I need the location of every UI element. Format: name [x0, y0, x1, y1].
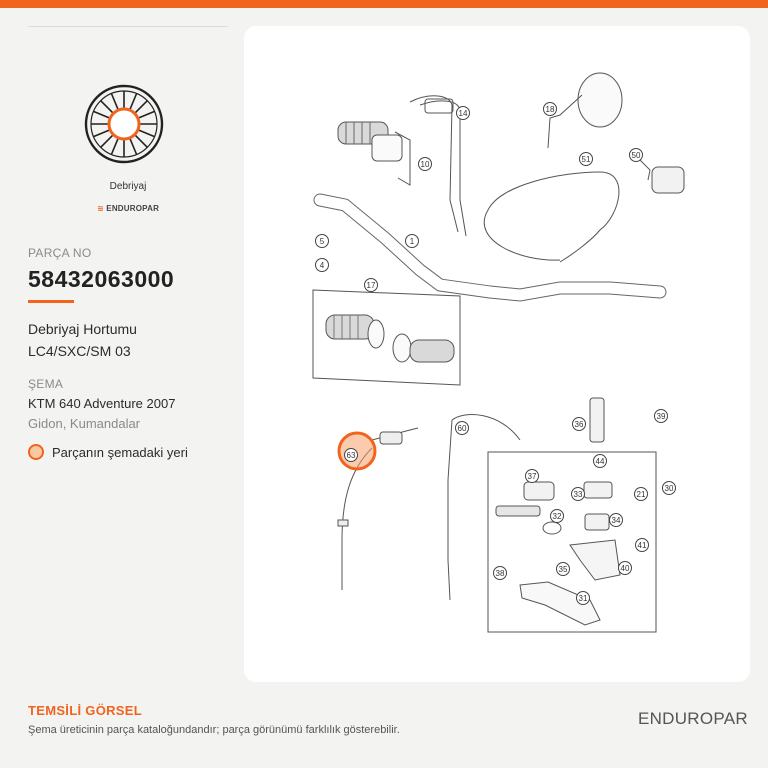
parts-diagram	[244, 26, 750, 682]
callout-1	[406, 235, 419, 248]
callout-label: 18	[545, 105, 555, 114]
top-accent-bar	[0, 0, 768, 8]
legend	[28, 444, 188, 460]
part-name-line2: LC4/SXC/SM 03	[28, 343, 131, 359]
callout-label: 5	[319, 237, 325, 246]
brand-mark-icon: ≋	[96, 204, 107, 213]
part-number: 58432063000	[28, 266, 175, 292]
callout-33	[572, 488, 585, 501]
callouts	[316, 103, 676, 605]
schema-label: ŞEMA	[28, 377, 64, 391]
grips-box	[313, 290, 460, 385]
footer-brand: ENDUROPAR	[637, 709, 748, 728]
callout-31	[577, 592, 590, 605]
brand-small-text: ENDUROPAR	[106, 204, 160, 213]
callout-label: 32	[552, 512, 562, 521]
callout-21	[635, 488, 648, 501]
callout-5	[316, 235, 329, 248]
callout-38	[494, 567, 507, 580]
callout-39	[655, 410, 668, 423]
callout-label: 4	[319, 261, 325, 270]
callout-label: 33	[573, 490, 583, 499]
part-no-label: PARÇA NO	[28, 246, 92, 260]
callout-44	[594, 455, 607, 468]
schema-subcategory: Gidon, Kumandalar	[28, 416, 141, 431]
callout-label: 35	[558, 565, 568, 574]
footer-title: TEMSİLİ GÖRSEL	[28, 703, 142, 718]
callout-17	[365, 279, 378, 292]
callout-label: 44	[595, 457, 605, 466]
callout-label: 39	[656, 412, 666, 421]
callout-40	[619, 562, 632, 575]
callout-label: 63	[346, 451, 356, 460]
callout-51	[580, 153, 593, 166]
callout-label: 40	[620, 564, 630, 573]
callout-label: 14	[458, 109, 468, 118]
callout-label: 51	[581, 155, 591, 164]
diagram-panel	[244, 26, 750, 682]
callout-14	[457, 107, 470, 120]
callout-label: 21	[636, 490, 646, 499]
legend-label: Parçanın şemadaki yeri	[52, 444, 188, 460]
callout-label: 1	[409, 237, 415, 246]
callout-4	[316, 259, 329, 272]
callout-label: 60	[457, 424, 467, 433]
callout-30	[663, 482, 676, 495]
callout-35	[557, 563, 570, 576]
callout-41	[636, 539, 649, 552]
callout-label: 41	[637, 541, 647, 550]
callout-label: 38	[495, 569, 505, 578]
callout-label: 17	[366, 281, 376, 290]
brand-logo-small	[28, 204, 228, 213]
clutch-assembly	[488, 398, 656, 632]
part-name	[28, 318, 228, 362]
callout-label: 37	[527, 472, 537, 481]
callout-36	[573, 418, 586, 431]
handlebar	[320, 172, 660, 295]
callout-32	[551, 510, 564, 523]
footer-note: Şema üreticinin parça kataloğundandır; parça görünümü farklılık gösterebilir.	[28, 724, 400, 736]
schema-model: KTM 640 Adventure 2007	[28, 396, 176, 411]
accent-underline	[28, 300, 74, 303]
callout-label: 34	[611, 516, 621, 525]
callout-34	[610, 514, 623, 527]
divider	[28, 26, 228, 27]
callout-37	[526, 470, 539, 483]
callout-10	[419, 158, 432, 171]
highlight-marker-icon	[28, 444, 44, 460]
callout-label: 10	[420, 160, 430, 169]
mirror	[545, 73, 684, 193]
callout-label: 50	[631, 151, 641, 160]
category-label: Debriyaj	[109, 181, 147, 192]
highlight-callout-63	[339, 433, 375, 469]
callout-60	[456, 422, 469, 435]
wheel-icon	[84, 84, 164, 164]
callout-label: 31	[578, 594, 588, 603]
callout-label: 36	[574, 420, 584, 429]
part-name-line1: Debriyaj Hortumu	[28, 321, 137, 337]
callout-label: 30	[664, 484, 674, 493]
callout-50	[630, 149, 643, 162]
callout-18	[544, 103, 557, 116]
